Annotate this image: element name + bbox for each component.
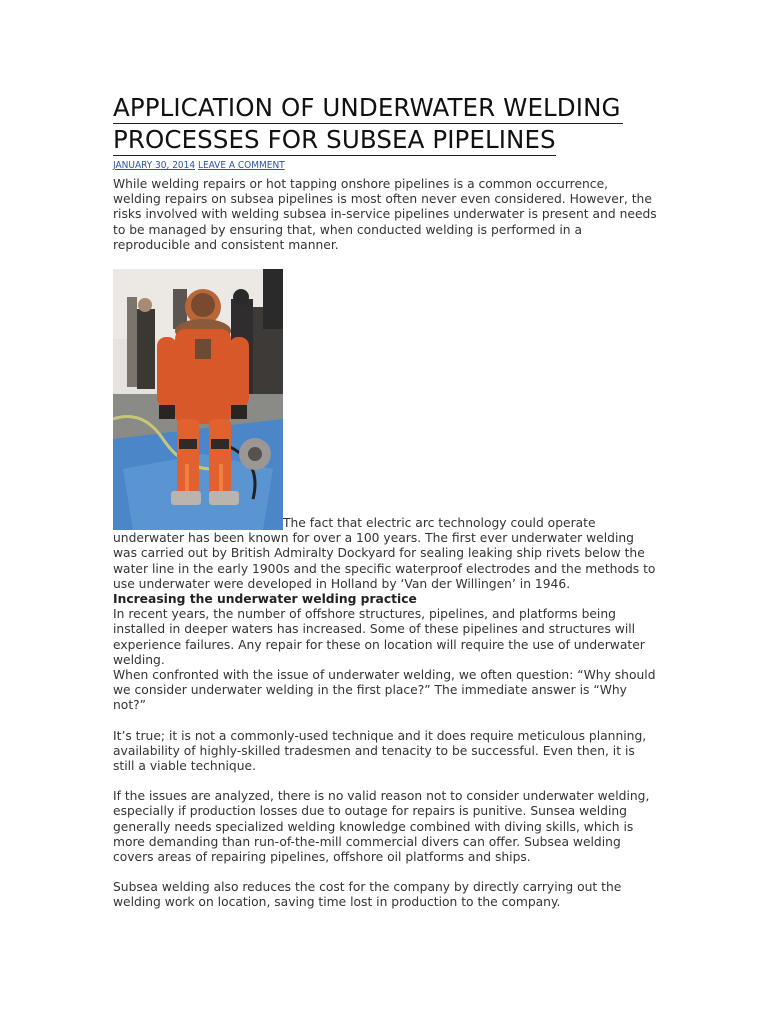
- its-true-paragraph: It’s true; it is not a commonly-used technique and it does require meticulous planning, availability of highly-skilled tradesmen and tenacity to be successful. Even then, it is still a viable technique.: [113, 728, 647, 774]
- issues-paragraph: If the issues are analyzed, there is no valid reason not to consider underwater welding, especially if production losses due to outage for repairs is punitive. Sunsea welding generally needs specialized welding knowledge combined with diving skills, which is more demanding than run-of-the-mill commercial divers can offer. Subsea welding covers areas of repairing pipelines, offshore oil platforms and ships.: [113, 789, 650, 865]
- article-title-line-1[interactable]: APPLICATION OF UNDERWATER WELDING: [113, 93, 621, 122]
- history-paragraph-lead: The fact that electric arc technology could operate: [283, 516, 596, 531]
- history-paragraph-rest: underwater has been known for over a 100 years. The first ever underwater welding was carried out by British Admiralty Dockyard for sealing leaking ship rivets below the water line in the early 1900s and the specific waterproof electrodes and the methods to use underwater were developed in Holland by ‘Van der Willingen’ in 1946.: [113, 531, 656, 591]
- post-date-link[interactable]: JANUARY 30, 2014: [113, 160, 196, 171]
- leave-comment-link[interactable]: LEAVE A COMMENT: [197, 160, 285, 171]
- recent-years-paragraph: In recent years, the number of offshore structures, pipelines, and platforms being installed in deeper waters has increased. Some of these pipelines and structures will experience failures. Any repair for these on location will require the use of underwater welding.: [113, 607, 645, 667]
- intro-paragraph: While welding repairs or hot tapping onshore pipelines is a common occurrence, welding repairs on subsea pipelines is most often never even considered. However, the risks involved with welding subsea in-service pipelines underwater is present and needs to be managed by ensuring that, when conducted welding is performed in a reproducible and consistent manner.: [113, 177, 657, 252]
- figure-block: [113, 269, 658, 592]
- cost-paragraph: Subsea welding also reduces the cost for the company by directly carrying out the welding work on location, saving time lost in production to the company.: [113, 880, 622, 910]
- article-title[interactable]: [113, 92, 658, 156]
- diver-photo: [113, 269, 283, 530]
- confronted-paragraph: When confronted with the issue of underwater welding, we often question: “Why should we consider underwater welding in the first place?” The immediate answer is “Why not?”: [113, 668, 656, 713]
- article: [113, 92, 658, 911]
- article-title-line-2[interactable]: PROCESSES FOR SUBSEA PIPELINES: [113, 125, 556, 154]
- section-heading: Increasing the underwater welding practice: [113, 592, 417, 607]
- post-meta: [113, 159, 658, 172]
